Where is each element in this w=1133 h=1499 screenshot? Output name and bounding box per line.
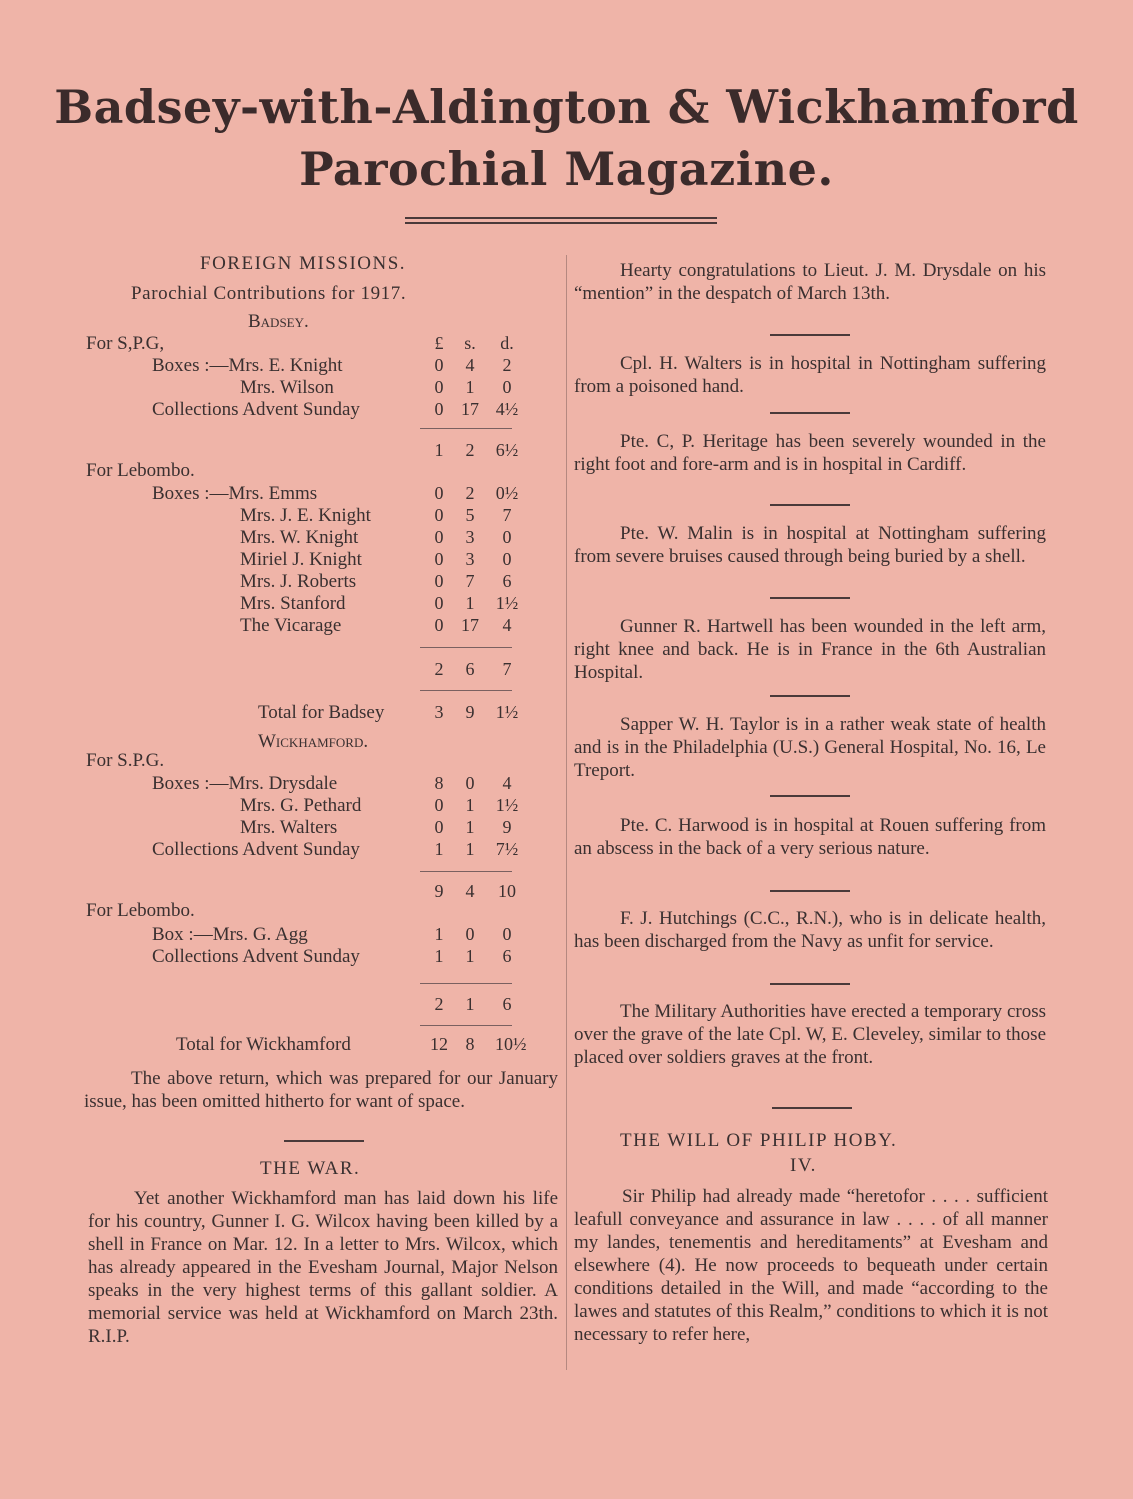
currency-shillings-header: s. — [464, 333, 476, 353]
amount-shillings: 4 — [465, 881, 475, 901]
contribution-name: Mrs. J. E. Knight — [240, 505, 371, 526]
amount-shillings: 1 — [465, 839, 475, 859]
total-label: Total for Wickhamford — [176, 1034, 351, 1055]
amount-pence: 0 — [502, 527, 512, 547]
sum-line — [420, 871, 512, 872]
amount-shillings: 1 — [465, 817, 475, 837]
masthead-title: Badsey-with-Aldington & Wickhamford — [54, 80, 1079, 134]
contribution-name: Mrs. Wilson — [240, 377, 334, 398]
amount-pence: 1½ — [495, 795, 519, 815]
amount-pence: 7½ — [495, 839, 519, 859]
wickhamford-spg-label: For S.P.G. — [86, 750, 165, 771]
amount-pence: 6 — [502, 946, 512, 966]
amount-pounds: 0 — [434, 549, 444, 569]
amount-pounds: 3 — [434, 702, 444, 722]
foreign-missions-subheading: Parochial Contributions for 1917. — [131, 283, 407, 304]
news-separator-rule — [770, 412, 850, 414]
news-item: Cpl. H. Walters is in hospital in Nottingham suffering from a poisoned hand. — [574, 353, 1046, 397]
will-part-number: IV. — [790, 1155, 817, 1176]
amount-pence: 6 — [502, 571, 512, 591]
amount-pence: 10 — [498, 881, 516, 901]
news-separator-rule — [770, 890, 850, 892]
contribution-name: Mrs. W. Knight — [240, 527, 359, 548]
wickhamford-lebombo-label: For Lebombo. — [86, 900, 195, 921]
section-rule — [772, 1107, 852, 1109]
amount-shillings: 1 — [465, 946, 475, 966]
amount-pence: 9 — [502, 817, 512, 837]
amount-pounds: 0 — [434, 571, 444, 591]
amount-pence: 4 — [502, 615, 512, 635]
amount-pounds: 1 — [434, 440, 444, 460]
currency-pounds-header: £ — [434, 333, 444, 353]
news-item: Pte. W. Malin is in hospital at Nottingham suffering from severe bruises caused through being buried by a shell. — [574, 523, 1046, 567]
amount-pence: 7 — [502, 659, 512, 679]
news-separator-rule — [770, 983, 850, 985]
contribution-name: Boxes :—Mrs. E. Knight — [152, 355, 343, 376]
amount-pounds: 0 — [434, 377, 444, 397]
sum-line — [420, 690, 512, 691]
news-item: The Military Authorities have erected a temporary cross over the grave of the late Cpl. W, E. Cleveley, similar to those placed over soldiers graves at the front. — [574, 1001, 1046, 1068]
amount-pounds: 12 — [430, 1034, 448, 1054]
contribution-name: Boxes :—Mrs. Emms — [152, 483, 318, 504]
contribution-name: Box :—Mrs. G. Agg — [152, 924, 308, 945]
amount-pounds: 2 — [434, 994, 444, 1014]
amount-shillings: 9 — [465, 702, 475, 722]
contribution-name: Mrs. Stanford — [240, 593, 346, 614]
will-heading: THE WILL OF PHILIP HOBY. — [620, 1130, 898, 1151]
contribution-name: Collections Advent Sunday — [152, 399, 360, 420]
news-item: Hearty congratulations to Lieut. J. M. Drysdale on his “mention” in the despatch of March 13th. — [574, 260, 1046, 304]
amount-pounds: 0 — [434, 355, 444, 375]
amount-pounds: 1 — [434, 839, 444, 859]
sum-line — [420, 428, 512, 429]
foreign-missions-heading: FOREIGN MISSIONS. — [200, 253, 407, 274]
amount-shillings: 0 — [465, 773, 475, 793]
contribution-name: Mrs. J. Roberts — [240, 571, 357, 592]
amount-pence: 2 — [502, 355, 512, 375]
amount-pounds: 0 — [434, 795, 444, 815]
amount-shillings: 3 — [465, 549, 475, 569]
amount-pounds: 0 — [434, 483, 444, 503]
sum-line — [420, 647, 512, 648]
amount-shillings: 1 — [465, 795, 475, 815]
news-separator-rule — [770, 695, 850, 697]
amount-pence: 4 — [502, 773, 512, 793]
amount-pounds: 1 — [434, 946, 444, 966]
amount-shillings: 5 — [465, 505, 475, 525]
contribution-name: Mrs. G. Pethard — [240, 795, 362, 816]
column-divider — [566, 255, 567, 1370]
amount-shillings: 1 — [465, 593, 475, 613]
amount-pence: 6½ — [495, 440, 519, 460]
amount-pence: 1½ — [495, 593, 519, 613]
badsey-label: Badsey. — [248, 311, 309, 332]
sum-line — [420, 983, 512, 984]
amount-pence: 0 — [502, 924, 512, 944]
the-war-heading: THE WAR. — [260, 1158, 361, 1179]
amount-shillings: 8 — [465, 1034, 475, 1054]
masthead-double-rule — [405, 217, 717, 224]
section-rule — [284, 1140, 364, 1142]
amount-pence: 6 — [502, 994, 512, 1014]
amount-shillings: 4 — [465, 355, 475, 375]
amount-shillings: 17 — [461, 399, 479, 419]
the-war-body: Yet another Wickhamford man has laid down his life for his country, Gunner I. G. Wilcox having been killed by a shell in France on Mar. 12. In a letter to Mrs. Wilcox, which has already appeared in the Evesham Journal, Major Nelson speaks in the very highest terms of this gallant soldier. A memorial service was held at Wickhamford on March 23th. R.I.P. — [88, 1188, 558, 1347]
currency-pence-header: d. — [500, 333, 514, 353]
amount-pence: 0 — [502, 549, 512, 569]
amount-shillings: 2 — [465, 483, 475, 503]
news-item: Sapper W. H. Taylor is in a rather weak state of health and is in the Philadelphia (U.S.) General Hospital, No. 16, Le Treport. — [574, 714, 1046, 781]
news-separator-rule — [770, 334, 850, 336]
amount-pounds: 8 — [434, 773, 444, 793]
amount-pounds: 0 — [434, 399, 444, 419]
badsey-lebombo-label: For Lebombo. — [86, 460, 195, 481]
news-separator-rule — [770, 504, 850, 506]
news-separator-rule — [770, 597, 850, 599]
amount-pence: 10½ — [495, 1034, 527, 1054]
contribution-name: The Vicarage — [240, 615, 342, 636]
news-separator-rule — [770, 795, 850, 797]
amount-shillings: 1 — [465, 377, 475, 397]
amount-pounds: 0 — [434, 527, 444, 547]
amount-shillings: 2 — [465, 440, 475, 460]
wickhamford-label: Wickhamford. — [258, 731, 369, 752]
masthead-subtitle: Parochial Magazine. — [299, 142, 834, 196]
contribution-name: Mrs. Walters — [240, 817, 338, 838]
news-item: Pte. C. Harwood is in hospital at Rouen suffering from an abscess in the back of a very serious nature. — [574, 815, 1046, 859]
news-item: Pte. C, P. Heritage has been severely wounded in the right foot and fore-arm and is in hospital in Cardiff. — [574, 431, 1046, 475]
badsey-spg-label: For S,P.G, — [86, 333, 165, 354]
amount-pounds: 0 — [434, 593, 444, 613]
amount-pounds: 1 — [434, 924, 444, 944]
amount-shillings: 0 — [465, 924, 475, 944]
amount-shillings: 6 — [465, 659, 475, 679]
amount-pounds: 0 — [434, 615, 444, 635]
amount-pounds: 0 — [434, 817, 444, 837]
amount-shillings: 1 — [465, 994, 475, 1014]
news-item: Gunner R. Hartwell has been wounded in the left arm, right knee and back. He is in France in the 6th Australian Hospital. — [574, 616, 1046, 683]
amount-pence: 4½ — [495, 399, 519, 419]
amount-pence: 0 — [502, 377, 512, 397]
contribution-name: Miriel J. Knight — [240, 549, 362, 570]
amount-pounds: 9 — [434, 881, 444, 901]
amount-shillings: 7 — [465, 571, 475, 591]
contribution-name: Collections Advent Sunday — [152, 839, 360, 860]
amount-shillings: 3 — [465, 527, 475, 547]
will-body: Sir Philip had already made “heretofor . . . . sufficient leafull conveyance and assurance in law . . . . of all manner my landes, tenementis and hereditaments” at Evesham and elsewhere (4). He now proceeds to bequeath under certain conditions detailed in the Will, and made “according to the lawes and statutes of this Realm,” conditions to which it is not necessary to refer here, — [574, 1186, 1048, 1345]
amount-pounds: 2 — [434, 659, 444, 679]
amount-pence: 7 — [502, 505, 512, 525]
contribution-name: Boxes :—Mrs. Drysdale — [152, 773, 338, 794]
amount-pounds: 0 — [434, 505, 444, 525]
amount-pence: 1½ — [495, 702, 519, 722]
news-item: F. J. Hutchings (C.C., R.N.), who is in delicate health, has been discharged from the Navy as unfit for service. — [574, 908, 1046, 952]
missions-note: The above return, which was prepared for our January issue, has been omitted hitherto for want of space. — [84, 1068, 558, 1112]
sum-line — [420, 1025, 512, 1026]
total-label: Total for Badsey — [258, 702, 385, 723]
contribution-name: Collections Advent Sunday — [152, 946, 360, 967]
amount-shillings: 17 — [461, 615, 479, 635]
amount-pence: 0½ — [495, 483, 519, 503]
